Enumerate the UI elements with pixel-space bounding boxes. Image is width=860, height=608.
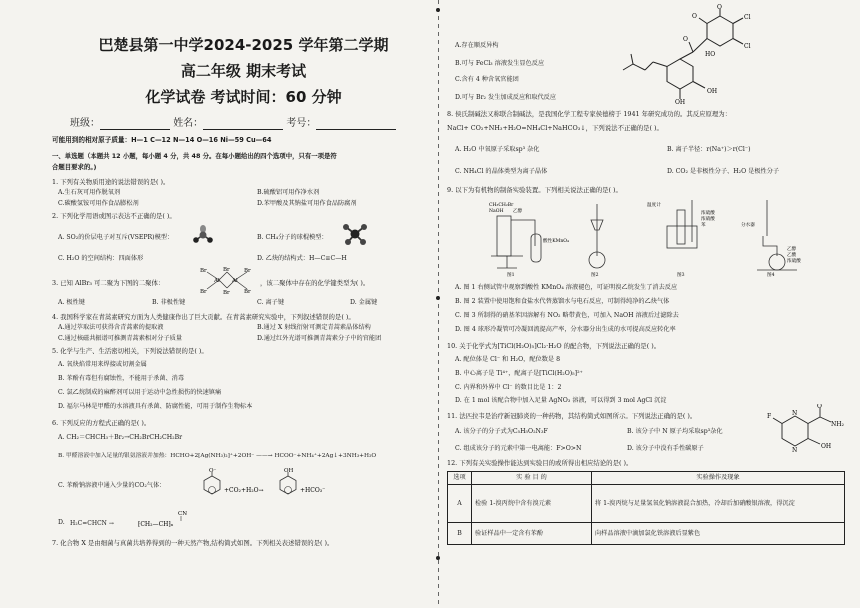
figure-label: 图2 xyxy=(591,273,599,278)
q10-option-d[interactable]: D. 在 1 mol 该配合物中加入足量 AgNO₃ 溶液，可以得到 3 mol AgCl 沉淀 xyxy=(455,397,667,404)
binding-hole xyxy=(436,296,440,300)
binding-hole xyxy=(436,556,440,560)
so2-vsepr-model xyxy=(192,224,214,244)
class-field[interactable] xyxy=(100,122,170,130)
q9-option-b[interactable]: B. 图 2 装置中使用饱和食盐水代替蒸馏水与电石反应，可制得纯净的乙炔气体 xyxy=(455,298,670,305)
q8-option-a[interactable]: A. H₂O 中氧原子采取sp³ 杂化 xyxy=(455,146,540,153)
q8-stem: 8. 侯氏制碱法又称联合制碱法，是我国化学工程专家侯德榜于 1941 年研究成功的。其反应原理为： xyxy=(447,110,732,118)
q9-option-c[interactable]: C. 图 3 所制得的硝基苯因溶解有 NO₂ 略带黄色，可加入 NaOH 溶液后过滤除去 xyxy=(455,312,679,319)
polyacrylonitrile-structure xyxy=(134,508,204,530)
number-field[interactable] xyxy=(316,122,396,130)
q2-option-d[interactable]: D. 乙炔的结构式：H—C≡C—H xyxy=(257,255,347,262)
atom-label: Cl xyxy=(744,43,751,50)
table-cell: 将 1-溴丙烷与足量氢氧化钠溶液混合加热，冷却后加硝酸银溶液，得沉淀 xyxy=(592,485,845,523)
q3-option-c[interactable]: C. 离子键 xyxy=(257,299,285,306)
column-divider xyxy=(438,0,439,608)
br-label: Br xyxy=(244,268,251,274)
q10-option-c[interactable]: C. 内界和外界中 Cl⁻ 的数目比是 1：2 xyxy=(455,384,562,391)
phenol-label: OH xyxy=(284,468,294,474)
ch4-ball-stick-model xyxy=(342,222,368,246)
apparatus-label: CH₃CH₂Br xyxy=(489,203,514,208)
q12-table xyxy=(447,471,845,545)
student-info xyxy=(70,118,396,130)
q4-option-d[interactable]: D.通过红外光谱可推测青蒿素分子中的官能团 xyxy=(257,335,382,342)
table-row xyxy=(448,523,845,545)
q8-option-d[interactable]: D. CO₂ 是非极性分子、H₂O 是极性分子 xyxy=(667,168,780,175)
q1-option-b[interactable]: B.硫酸铝可用作净水剂 xyxy=(257,189,320,196)
binding-hole xyxy=(436,8,440,12)
table-header: 实验操作及现象 xyxy=(592,472,845,485)
figure-label: 图4 xyxy=(767,273,775,278)
q6-option-d-equation: H₂C=CHCN → xyxy=(70,520,114,527)
atom-label: F xyxy=(767,413,772,420)
section-1-heading: 一、单选题（本题共 12 小题，每小题 4 分，共 48 分。在每小题给出的四个选项中，只有一项是符 xyxy=(52,152,337,160)
q5-option-d[interactable]: D. 福尔马林是甲醛的水溶液具有杀菌、防腐性能，可用于制作生物标本 xyxy=(58,403,253,410)
atom-label: OH xyxy=(707,88,718,95)
q2-option-b[interactable]: B. CH₄分子的球棍模型： xyxy=(257,234,328,241)
table-header: 实 验 目 的 xyxy=(472,472,592,485)
eq-c-middle: +CO₂+H₂O→ xyxy=(224,487,264,494)
q8-equation: NaCl+ CO₂+NH₃+H₂O=NH₄Cl+NaHCO₃↓，下列说法不正确的是( )。 xyxy=(447,124,663,132)
atom-label: OH xyxy=(675,99,686,104)
q10-stem: 10. 关于化学式为[TiCl(H₂O)₅]Cl₂·H₂O 的配合物，下列说法正确的是( )。 xyxy=(447,342,661,350)
table-row xyxy=(448,485,845,523)
table-cell: B xyxy=(448,523,472,545)
atom-label: O xyxy=(683,36,688,43)
br-label: Br xyxy=(244,289,251,295)
q5-option-a[interactable]: A. 氧炔焰常用来焊接或切割金属 xyxy=(58,361,147,368)
q1-option-a[interactable]: A.生石灰可用作脱氧剂 xyxy=(58,189,121,196)
cn-label: CN xyxy=(178,511,188,517)
q1-option-d[interactable]: D.苯甲酸及其钠盐可用作食品防腐剂 xyxy=(257,200,357,207)
br-label: Br xyxy=(200,268,207,274)
br-label: Br xyxy=(223,290,230,295)
table-cell: 验证样品中一定含有苯酚 xyxy=(472,523,592,545)
q7-option-d[interactable]: D.可与 Br₂ 发生加成反应和取代反应 xyxy=(455,94,557,101)
q2-option-c[interactable]: C. H₂O 的空间结构：四面体形 xyxy=(58,255,144,262)
apparatus-label: 浓硫酸 xyxy=(701,211,715,216)
favipiravir-structure xyxy=(765,404,847,454)
q4-option-b[interactable]: B.通过 X 射线衍射可测定青蒿素晶体结构 xyxy=(257,324,371,331)
table-header-row xyxy=(448,472,845,485)
compound-x-structure xyxy=(615,4,765,104)
grade-title: 高二年级 期末考试 xyxy=(180,62,307,80)
apparatus-label: 乙醇 xyxy=(513,209,523,214)
q9-option-d[interactable]: D. 图 4 球形冷凝管可冷凝回流提高产率，分水器分出生成的水可提高反应转化率 xyxy=(455,326,676,333)
q3-stem-tail: ，该二聚体中存在的化学键类型为( )。 xyxy=(260,279,370,287)
q4-option-a[interactable]: A.通过萃取法可获得含青蒿素的提取液 xyxy=(58,324,164,331)
q6-option-d[interactable]: D. xyxy=(58,519,65,526)
lab-apparatus-figures xyxy=(487,196,827,278)
subject-title: 化学试卷 考试时间：60 分钟 xyxy=(145,88,342,106)
atom-label: HO xyxy=(705,51,716,58)
q2-option-a[interactable]: A. SO₂的价层电子对互斥(VSEPR)模型： xyxy=(58,234,174,241)
q7-option-a[interactable]: A.存在顺反异构 xyxy=(455,42,499,49)
apparatus-label: 浓硝酸 xyxy=(701,217,715,222)
apparatus-label: 乙醇 xyxy=(787,247,797,252)
atom-label: Cl xyxy=(744,14,751,21)
atomic-masses: 可能用到的相对原子质量：H—1 C—12 N—14 O—16 Ni—59 Cu—64 xyxy=(52,136,272,144)
q10-option-a[interactable]: A. 配位体是 Cl⁻ 和 H₂O，配位数是 8 xyxy=(455,356,561,363)
q3-option-a[interactable]: A. 极性键 xyxy=(58,299,85,306)
school-title: 巴楚县第一中学2024-2025 学年第二学期 xyxy=(98,36,389,54)
atom-label: N xyxy=(792,410,798,417)
q5-option-c[interactable]: C. 氯乙烷制成的麻醉剂可以用于运动中急性损伤的快速镇痛 xyxy=(58,389,222,396)
phenoxide-co2-equation xyxy=(200,468,400,498)
atom-label: O xyxy=(692,13,697,20)
q4-option-c[interactable]: C.通过核磁共振谱可推测青蒿素相对分子质量 xyxy=(58,335,183,342)
apparatus-label: 酸性KMnO₄ xyxy=(543,239,569,244)
table-cell: A xyxy=(448,485,472,523)
al2br6-dimer-structure xyxy=(197,265,257,295)
q11-option-c[interactable]: C. 组成该分子的元素中第一电离能：F>O>N xyxy=(455,445,582,452)
atom-label: N xyxy=(792,447,798,454)
atom-label: OH xyxy=(821,443,832,450)
q9-stem: 9. 以下为有机物的制备实验装置。下列相关说法正确的是( )。 xyxy=(447,186,622,194)
table-header: 选项 xyxy=(448,472,472,485)
atom-label: O xyxy=(817,404,822,410)
apparatus-label: 分水器 xyxy=(741,223,755,228)
number-label: 考号： xyxy=(286,118,317,129)
atom-label: NH₂ xyxy=(831,421,844,428)
q11-option-a[interactable]: A. 该分子的分子式为C₅H₅O₂N₃F xyxy=(455,428,548,435)
apparatus-label: 温度计 xyxy=(647,203,661,208)
al-label: Al xyxy=(232,278,238,284)
apparatus-label: 苯 xyxy=(701,223,706,228)
figure-label: 图1 xyxy=(507,273,515,278)
q1-stem: 1. 下列有关物质用途的说法错误的是( )。 xyxy=(52,178,170,186)
q3-stem: 3. 已知 AlBr₃ 可二聚为下图的二聚体： xyxy=(52,279,165,287)
q11-option-b[interactable]: B. 该分子中 N 原子均采取sp³杂化 xyxy=(627,428,723,435)
br-label: Br xyxy=(200,289,207,295)
q8-option-c[interactable]: C. NH₄Cl 的晶体类型为离子晶体 xyxy=(455,168,548,175)
apparatus-label: 乙酸 xyxy=(787,253,797,258)
apparatus-label: NaOH xyxy=(489,209,504,214)
q4-stem: 4. 我国科学家在青蒿素研究方面为人类健康作出了巨大贡献。在青蒿素研究实验中，下列叙述错误的是( )。 xyxy=(52,313,355,321)
al-label: Al xyxy=(214,278,220,284)
q2-stem: 2. 下列化学用语或图示表达不正确的是( )。 xyxy=(52,212,176,220)
q5-option-b[interactable]: B. 苯酚有毒但有腐蚀性，不能用于杀菌、消毒 xyxy=(58,375,185,382)
table-cell: 向样品溶液中滴加氯化铁溶液后显紫色 xyxy=(592,523,845,545)
section-1-heading-cont: 合题目要求的。) xyxy=(52,163,97,171)
q6-stem: 6. 下列反应的方程式正确的是( )。 xyxy=(52,419,151,427)
q10-option-b[interactable]: B. 中心离子是 Ti⁴⁺，配离子是[TiCl(H₂O)₅]²⁺ xyxy=(455,370,583,377)
q6-option-b[interactable]: B. 甲醛溶液中加入足量的银氨溶液并加热：HCHO+2[Ag(NH₃)₂]⁺+2OH⁻ ——→ HCOO⁻+NH₄⁺+2Ag↓+3NH₃+H₂O xyxy=(58,453,377,459)
right-column xyxy=(447,0,847,608)
q1-option-c[interactable]: C.碳酸氢铵可用作食品膨松剂 xyxy=(58,200,139,207)
q12-stem: 12. 下列有关实验操作能达到实验目的或所得出相应结论的是( )。 xyxy=(447,459,633,467)
figure-label: 图3 xyxy=(677,273,685,278)
left-column xyxy=(52,0,435,608)
q7-option-b[interactable]: B.可与 FeCl₃ 溶液发生显色反应 xyxy=(455,60,545,67)
class-label: 班级： xyxy=(70,118,100,129)
q9-option-a[interactable]: A. 图 1 右侧试管中观察到酸性 KMnO₄ 溶液褪色，可证明溴乙烷发生了消去反应 xyxy=(455,284,678,291)
table-cell: 检验 1-溴丙烷中含有溴元素 xyxy=(472,485,592,523)
q11-stem: 11. 法匹拉韦是治疗新冠肺炎的一种药物，其结构简式如图所示。下列说法正确的是( )。 xyxy=(447,412,697,420)
q7-stem: 7. 化合物 X 是由细菌与真菌共培养得到的一种天然产物,结构简式如图。下列相关表述错误的是( )。 xyxy=(52,539,334,547)
name-field[interactable] xyxy=(203,122,283,130)
q3-option-d[interactable]: D. 金属键 xyxy=(350,299,378,306)
q5-stem: 5. 化学与生产、生活密切相关，下列说法错误的是( )。 xyxy=(52,347,208,355)
svg-text:+HCO₃⁻: +HCO₃⁻ xyxy=(300,487,326,494)
atom-label: O xyxy=(717,4,722,11)
name-label: 姓名： xyxy=(173,118,204,129)
q8-option-b[interactable]: B. 离子半径：r(Na⁺)＞r(Cl⁻) xyxy=(667,146,751,153)
svg-text:⁅CH₂—CH⁆ₙ: ⁅CH₂—CH⁆ₙ xyxy=(138,521,174,528)
q7-option-c[interactable]: C.含有 4 种含氧官能团 xyxy=(455,76,519,83)
q3-option-b[interactable]: B. 非极性键 xyxy=(152,299,186,306)
phenoxide-label: O⁻ xyxy=(209,468,217,474)
q11-option-d[interactable]: D. 该分子中没有手性碳原子 xyxy=(627,445,704,452)
q6-option-a[interactable]: A. CH₂＝CHCH₃＋Br₂→CH₂BrCH₂CH₂Br xyxy=(58,434,183,441)
br-label: Br xyxy=(223,267,230,273)
q6-option-c[interactable]: C. 苯酚钠溶液中通入少量的CO₂气体： xyxy=(58,482,166,489)
apparatus-label: 浓硫酸 xyxy=(787,259,801,264)
